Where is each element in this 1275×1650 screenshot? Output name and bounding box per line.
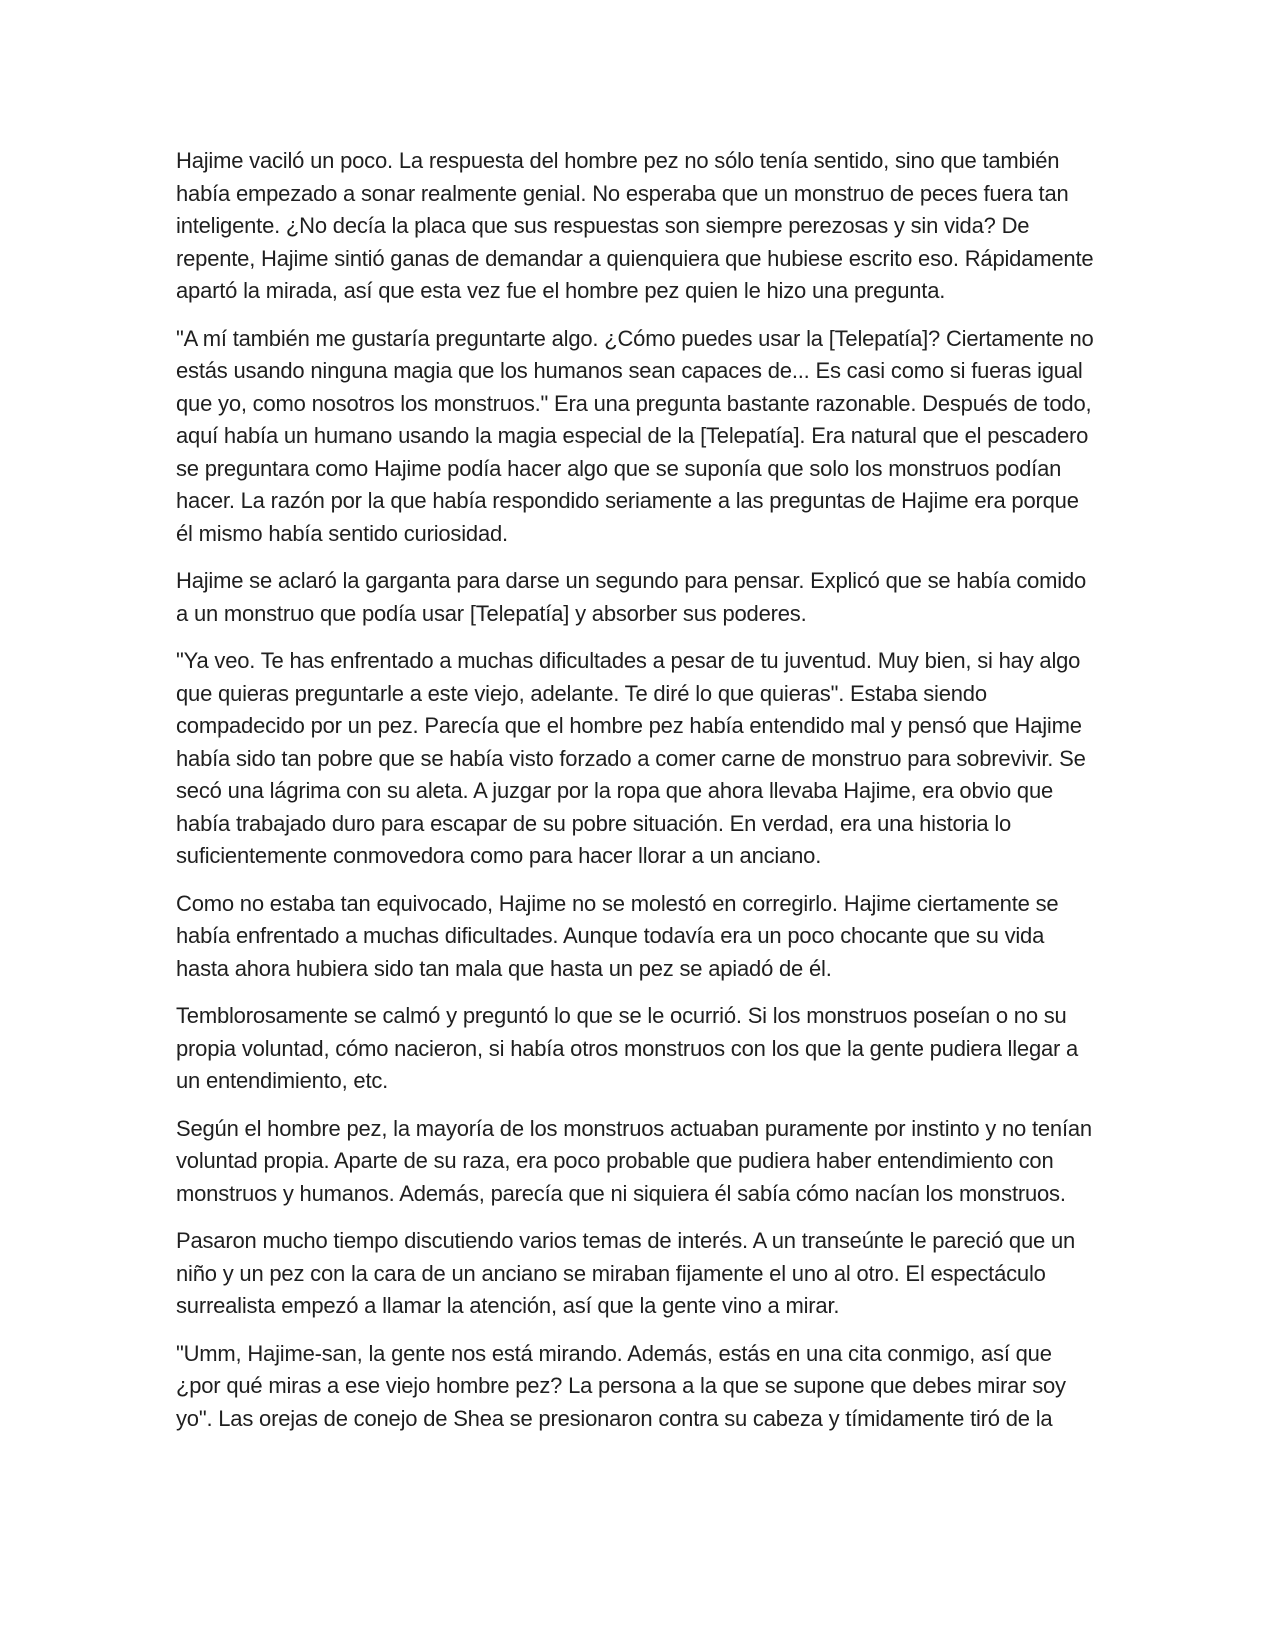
paragraph: Según el hombre pez, la mayoría de los monstruos actuaban puramente por instinto y no tenían voluntad propia. Aparte de su raza, era poco probable que pudiera haber entendimiento con monstruos y humanos. Además, parecía que ni siquiera él sabía cómo nacían los monstruos. (176, 1115, 1092, 1206)
paragraph: Temblorosamente se calmó y preguntó lo que se le ocurrió. Si los monstruos poseían o no su propia voluntad, cómo nacieron, si había otros monstruos con los que la gente pudiera llegar a un entendimiento, etc. (176, 1003, 1079, 1093)
paragraph: "Umm, Hajime-san, la gente nos está mirando. Además, estás en una cita conmigo, así que ¿por qué miras a ese viejo hombre pez? La persona a la que se supone que debes mirar soy yo". Las orejas de conejo de Shea se presionaron contra su cabeza y tímidamente tiró de la (176, 1340, 1066, 1431)
paragraph: Pasaron mucho tiempo discutiendo varios temas de interés. A un transeúnte le pareció que un niño y un pez con la cara de un anciano se miraban fijamente el uno al otro. El espectáculo surrealista empezó a llamar la atención, así que la gente vino a mirar. (176, 1228, 1076, 1318)
paragraph: "A mí también me gustaría preguntarte algo. ¿Cómo puedes usar la [Telepatía]? Ciertamente no estás usando ninguna magia que los humanos sean capaces de... Es casi como si fueras igual que yo, como nosotros los monstruos." Era una pregunta bastante razonable. Después de todo, aquí había un humano usando la magia especial de la [Telepatía]. Era natural que el pescadero se preguntara como Hajime podía hacer algo que se suponía que solo los monstruos podían hacer. La razón por la que había respondido seriamente a las preguntas de Hajime era porque él mismo había sentido curiosidad. (176, 325, 1094, 546)
paragraph: Como no estaba tan equivocado, Hajime no se molestó en corregirlo. Hajime ciertamente se había enfrentado a muchas dificultades. Aunque todavía era un poco chocante que su vida hasta ahora hubiera sido tan mala que hasta un pez se apiadó de él. (176, 890, 1059, 981)
document-body (176, 145, 1100, 1450)
paragraph: "Ya veo. Te has enfrentado a muchas dificultades a pesar de tu juventud. Muy bien, si hay algo que quieras preguntarle a este viejo, adelante. Te diré lo que quieras". Estaba siendo compadecido por un pez. Parecía que el hombre pez había entendido mal y pensó que Hajime había sido tan pobre que se había visto forzado a comer carne de monstruo para sobrevivir. Se secó una lágrima con su aleta. A juzgar por la ropa que ahora llevaba Hajime, era obvio que había trabajado duro para escapar de su pobre situación. En verdad, era una historia lo suficientemente conmovedora como para hacer llorar a un anciano. (176, 648, 1086, 868)
paragraph: Hajime se aclaró la garganta para darse un segundo para pensar. Explicó que se había comido a un monstruo que podía usar [Telepatía] y absorber sus poderes. (176, 568, 1087, 626)
paragraph: Hajime vaciló un poco. La respuesta del hombre pez no sólo tenía sentido, sino que también había empezado a sonar realmente genial. No esperaba que un monstruo de peces fuera tan inteligente. ¿No decía la placa que sus respuestas son siempre perezosas y sin vida? De repente, Hajime sintió ganas de demandar a quienquiera que hubiese escrito eso. Rápidamente apartó la mirada, así que esta vez fue el hombre pez quien le hizo una pregunta. (176, 148, 1094, 303)
